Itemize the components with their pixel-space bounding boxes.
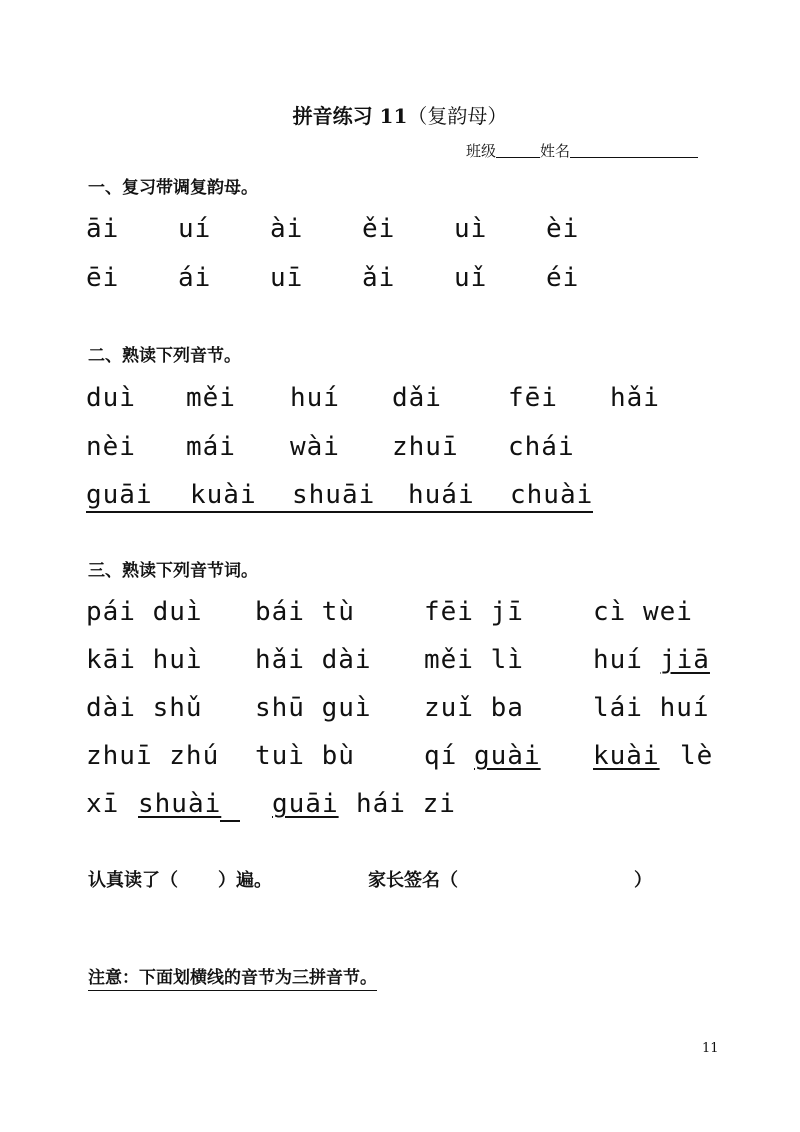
syllable: èi — [546, 214, 580, 244]
word: kāi huì — [86, 645, 203, 675]
section3-title: 三、熟读下列音节词。 — [88, 561, 258, 581]
underlined-syllable: jiā — [660, 645, 710, 675]
underlined-syllable: guāi — [272, 789, 339, 819]
underlined-syllable: shuài — [138, 789, 222, 819]
word: dài shǔ — [86, 693, 203, 723]
syllable: ài — [270, 214, 304, 244]
word: cì wei — [593, 597, 693, 627]
section2-title: 二、熟读下列音节。 — [88, 346, 241, 366]
name-blank[interactable] — [570, 143, 698, 158]
underlined-syllable: guài — [474, 741, 541, 771]
word: lè — [680, 741, 714, 771]
word: qí — [424, 741, 458, 771]
syllable: mái — [186, 432, 236, 462]
sign-close: ） — [634, 870, 652, 891]
syllable: fēi — [508, 383, 558, 413]
syllable: zhuī — [392, 432, 459, 462]
note-text: 注意：下面划横线的音节为三拼音节。 — [88, 963, 377, 991]
class-blank[interactable] — [496, 143, 540, 158]
word: měi lì — [424, 645, 524, 675]
title-paren: （复韵母） — [407, 104, 508, 128]
syllable: āi — [86, 214, 120, 244]
word: fēi jī — [424, 597, 524, 627]
word: huí — [593, 645, 643, 675]
title-main: 拼音练习 11 — [292, 104, 408, 128]
word: tuì bù — [255, 741, 355, 771]
syllable: uǐ — [454, 263, 488, 293]
syllable: uí — [178, 214, 212, 244]
page-title — [0, 100, 800, 129]
sign-label: 家长签名（ — [368, 870, 458, 891]
section1-title: 一、复习带调复韵母。 — [88, 178, 258, 198]
syllable: ái — [178, 263, 212, 293]
underline-tail — [220, 820, 240, 822]
read-prefix: 认真读了（ — [88, 870, 178, 891]
syllable: měi — [186, 383, 236, 413]
word: hǎi dài — [255, 645, 372, 675]
word: zhuī zhú — [86, 741, 220, 771]
word: lái huí — [593, 693, 710, 723]
word: hái zi — [356, 789, 456, 819]
word: pái duì — [86, 597, 203, 627]
syllable: nèi — [86, 432, 136, 462]
word: xī — [86, 789, 120, 819]
syllable: wài — [290, 432, 340, 462]
syllable: huái — [408, 480, 475, 510]
syllable: éi — [546, 263, 580, 293]
student-info — [466, 140, 698, 161]
underlined-syllable: kuài — [593, 741, 660, 771]
syllable: dǎi — [392, 383, 442, 413]
syllable: duì — [86, 383, 136, 413]
syllable: uī — [270, 263, 304, 293]
parent-signature-prompt — [368, 866, 652, 892]
word: bái tù — [255, 597, 355, 627]
underline-rule — [86, 511, 593, 513]
syllable: ěi — [362, 214, 396, 244]
syllable: hǎi — [610, 383, 660, 413]
syllable: kuài — [190, 480, 257, 510]
page-number: 11 — [702, 1041, 719, 1056]
syllable: chuài — [510, 480, 594, 510]
syllable: chái — [508, 432, 575, 462]
syllable: guāi — [86, 480, 153, 510]
syllable: ǎi — [362, 263, 396, 293]
class-label: 班级 — [466, 142, 497, 160]
syllable: huí — [290, 383, 340, 413]
syllable: ēi — [86, 263, 120, 293]
name-label: 姓名 — [540, 142, 571, 160]
syllable: shuāi — [292, 480, 376, 510]
word: zuǐ ba — [424, 693, 524, 723]
read-count-prompt — [88, 866, 272, 892]
read-suffix: ）遍。 — [218, 870, 272, 891]
syllable: uì — [454, 214, 488, 244]
word: shū guì — [255, 693, 372, 723]
